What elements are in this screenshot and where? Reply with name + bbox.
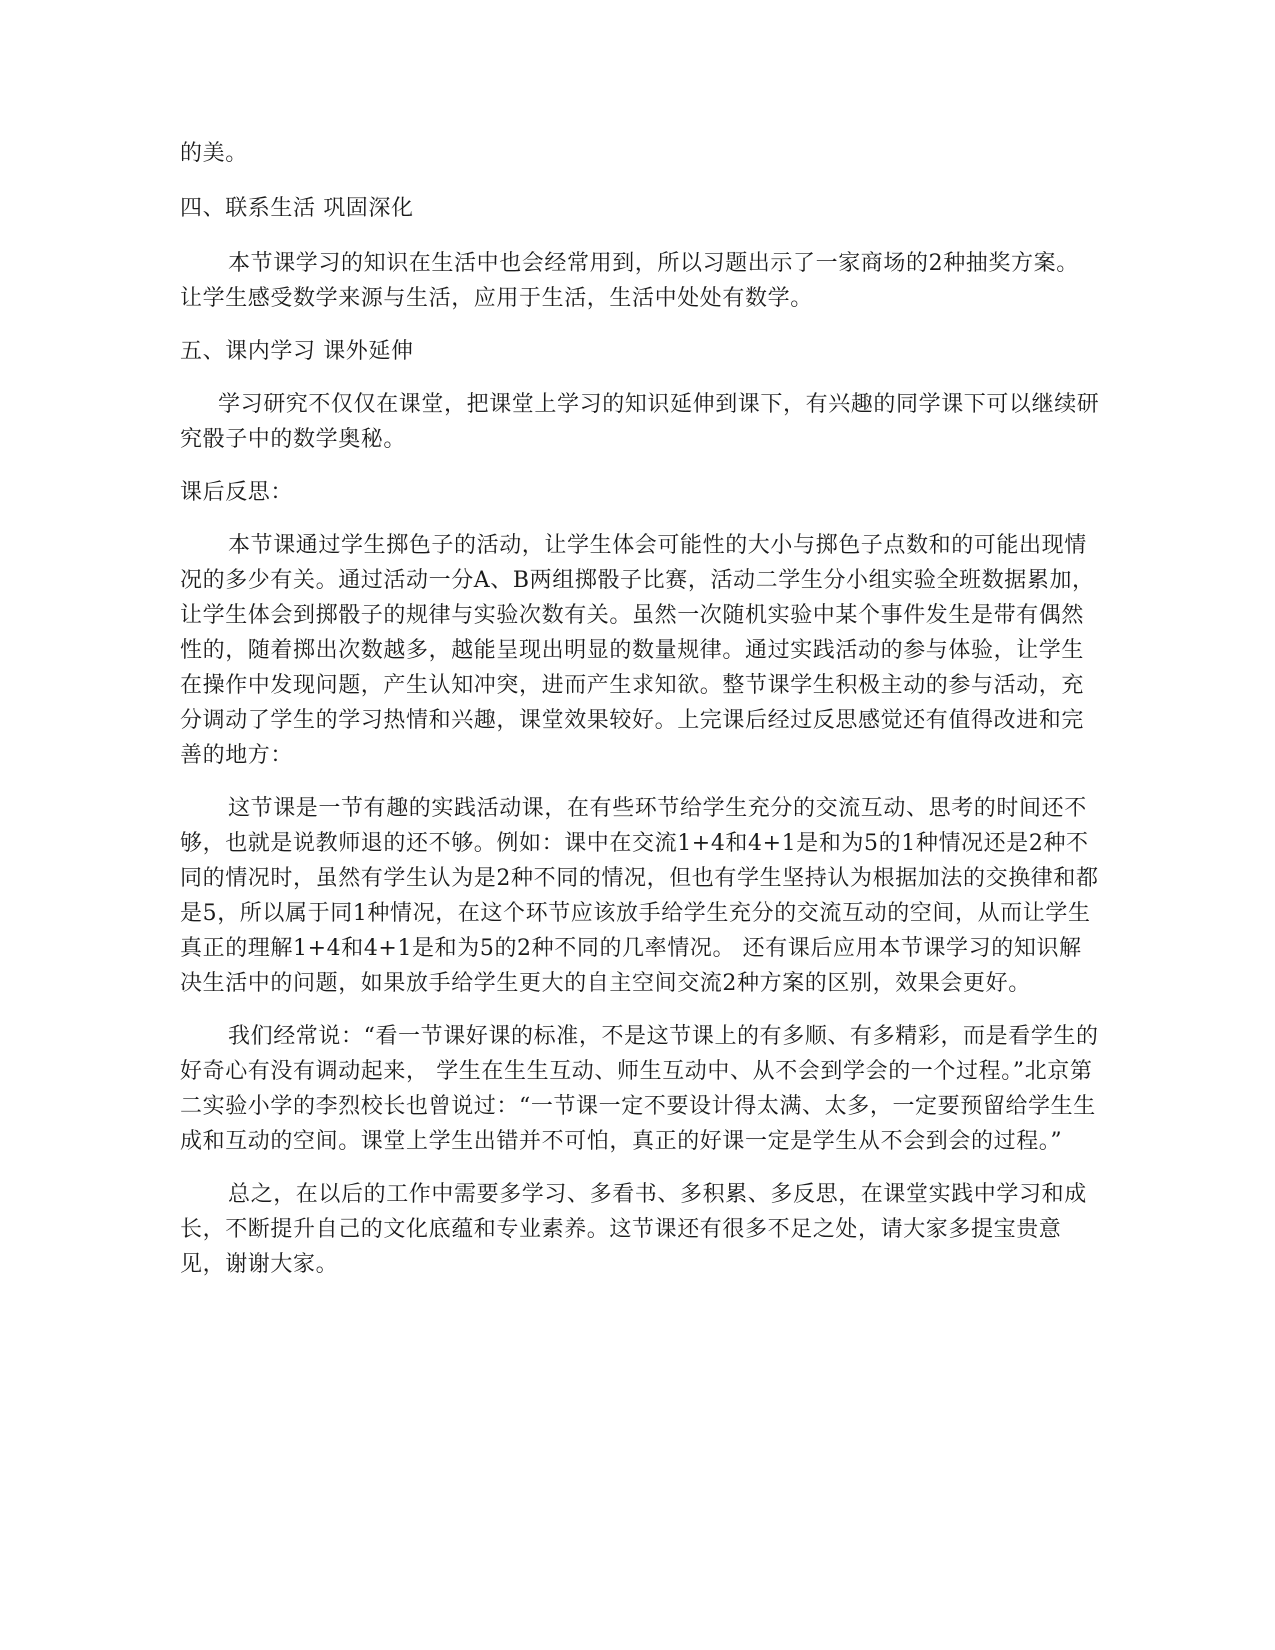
reflection-paragraph-1: 本节课通过学生掷色子的活动，让学生体会可能性的大小与掷色子点数和的可能出现情况的多少有关。通过活动一分A、B两组掷骰子比赛，活动二学生分小组实验全班数据累加，让学生体会到掷骰子的规律与实验次数有关。虽然一次随机实验中某个事件发生是带有偶然性的，随着掷出次数越多，越能呈现出明显的数量规律。通过实践活动的参与体验，让学生在操作中发现问题，产生认知冲突，进而产生求知欲。整节课学生积极主动的参与活动，充分调动了学生的学习热情和兴趣，课堂效果较好。上完课后经过反思感觉还有值得改进和完善的地方： — [180, 533, 1095, 768]
paragraph-section-4: 本节课学习的知识在生活中也会经常用到，所以习题出示了一家商场的2种抽奖方案。让学生感受数学来源与生活，应用于生活，生活中处处有数学。 — [180, 251, 1079, 311]
paragraph-continuation: 的美。 — [180, 141, 248, 166]
reflection-heading: 课后反思： — [180, 480, 294, 505]
section-heading-4: 四、联系生活 巩固深化 — [180, 196, 414, 221]
reflection-paragraph-4: 总之，在以后的工作中需要多学习、多看书、多积累、多反思，在课堂实践中学习和成长，不断提升自己的文化底蕴和专业素养。这节课还有很多不足之处，请大家多提宝贵意见，谢谢大家。 — [180, 1182, 1087, 1277]
document-page — [180, 136, 1100, 1282]
reflection-paragraph-3: 我们经常说：“看一节课好课的标准，不是这节课上的有多顺、有多精彩，而是看学生的好奇心有没有调动起来， 学生在生生互动、师生互动中、从不会到学会的一个过程。”北京第二实验小学的李烈校长也曾说过：“一节课一定不要设计得太满、太多，一定要预留给学生生成和互动的空间。课堂上学生出错并不可怕，真正的好课一定是学生从不会到会的过程。” — [180, 1024, 1099, 1154]
paragraph-section-5: 学习研究不仅仅在课堂，把课堂上学习的知识延伸到课下，有兴趣的同学课下可以继续研究骰子中的数学奥秘。 — [180, 392, 1100, 452]
section-heading-5: 五、课内学习 课外延伸 — [180, 339, 414, 364]
reflection-paragraph-2: 这节课是一节有趣的实践活动课，在有些环节给学生充分的交流互动、思考的时间还不够，也就是说教师退的还不够。例如：课中在交流1+4和4+1是和为5的1种情况还是2种不同的情况时，虽然有学生认为是2种不同的情况，但也有学生坚持认为根据加法的交换律和都是5，所以属于同1种情况，在这个环节应该放手给学生充分的交流互动的空间，从而让学生真正的理解1+4和4+1是和为5的2种不同的几率情况。 还有课后应用本节课学习的知识解决生活中的问题，如果放手给学生更大的自主空间交流2种方案的区别，效果会更好。 — [180, 796, 1099, 996]
